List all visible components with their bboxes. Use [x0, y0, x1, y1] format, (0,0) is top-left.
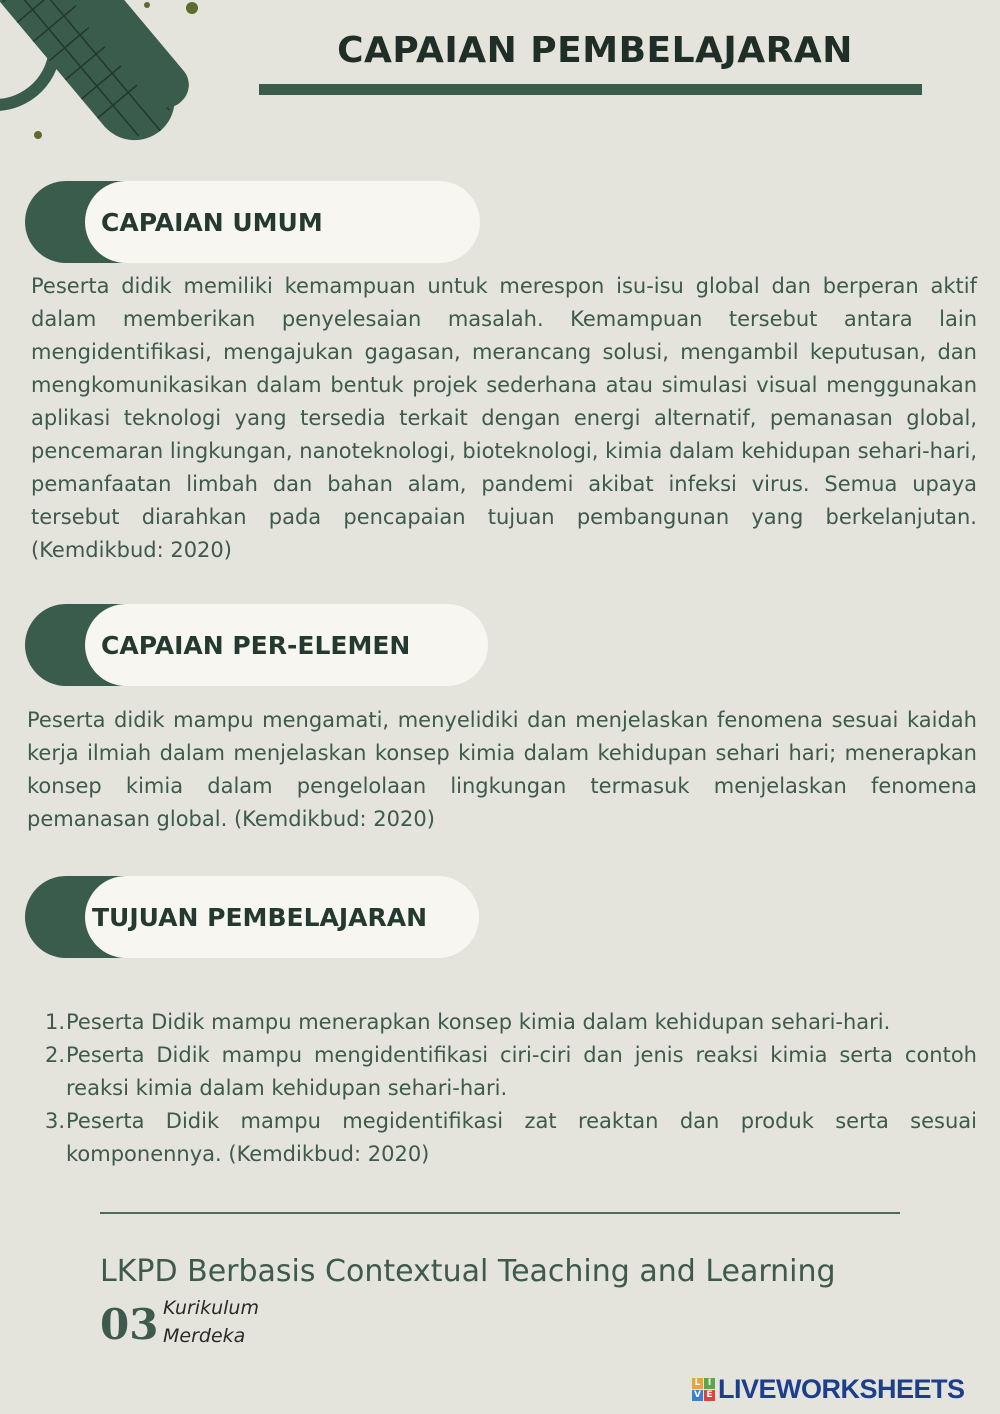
- footer-title: LKPD Berbasis Contextual Teaching and Learning: [100, 1254, 836, 1289]
- page-title: CAPAIAN PEMBELAJARAN: [337, 30, 853, 71]
- list-item: [40, 1039, 977, 1105]
- page-number: 03: [100, 1300, 159, 1349]
- logo-letter: E: [704, 1390, 715, 1401]
- brand-name: LIVEWORKSHEETS: [718, 1373, 965, 1404]
- list-item-text: Peserta Didik mampu megidentifikasi zat reaktan dan produk serta sesuai komponennya. (Kemdikbud: 2020): [66, 1109, 977, 1166]
- logo-letter: V: [692, 1390, 703, 1401]
- section-header-capaian-umum: [25, 181, 480, 263]
- logo-letter: I: [704, 1378, 715, 1389]
- learning-goals-list: [40, 1006, 977, 1171]
- decorative-dot: [186, 2, 198, 14]
- decorative-dot: [144, 2, 150, 8]
- footer-subtitle-line1: Kurikulum: [163, 1297, 259, 1319]
- decorative-capsule-grid: [0, 0, 198, 156]
- liveworksheets-brand[interactable]: [692, 1374, 965, 1404]
- capaian-umum-text: Peserta didik memiliki kemampuan untuk merespon isu-isu global dan berperan aktif dalam memberikan penyelesaian masalah. Kemampuan tersebut antara lain mengidentifikasi, mengajukan gagasan, merancang solusi, mengambil keputusan, dan mengkomunikasikan dalam bentuk projek sederhana atau simulasi visual menggunakan aplikasi teknologi yang tersedia terkait dengan energi alternatif, pemanasan global, pencemaran lingkungan, nanoteknologi, bioteknologi, kimia dalam kehidupan sehari-hari, pemanfaatan limbah dan bahan alam, pandemi akibat infeksi virus. Semua upaya tersebut diarahkan pada pencapaian tujuan pembangunan yang berkelanjutan. (Kemdikbud: 2020): [31, 274, 977, 562]
- section-heading: CAPAIAN PER-ELEMEN: [101, 630, 411, 660]
- list-item-text: Peserta Didik mampu menerapkan konsep kimia dalam kehidupan sehari-hari.: [66, 1010, 891, 1034]
- decorative-dot: [34, 131, 42, 139]
- corner-decoration: [0, 0, 220, 180]
- liveworksheets-logo-icon: [692, 1378, 715, 1401]
- list-item-number: 2.: [45, 1043, 66, 1067]
- list-item-number: 3.: [45, 1109, 66, 1133]
- capaian-per-elemen-text: Peserta didik mampu mengamati, menyelidiki dan menjelaskan fenomena sesuai kaidah kerja ilmiah dalam menjelaskan konsep kimia dalam kehidupan sehari hari; menerapkan konsep kimia dalam pengelolaan lingkungan termasuk menjelaskan fenomena pemanasan global. (Kemdikbud: 2020): [27, 708, 977, 831]
- list-item: [40, 1006, 977, 1039]
- title-underline: [259, 84, 922, 95]
- footer-subtitle-line2: Merdeka: [163, 1325, 246, 1347]
- section-header-tujuan-pembelajaran: [25, 876, 479, 958]
- footer-divider: [100, 1212, 900, 1214]
- logo-letter: L: [692, 1378, 703, 1389]
- list-item-number: 1.: [45, 1010, 66, 1034]
- section-heading: CAPAIAN UMUM: [101, 207, 323, 237]
- section-header-capaian-per-elemen: [25, 604, 488, 686]
- section-heading: TUJUAN PEMBELAJARAN: [92, 902, 428, 932]
- list-item-text: Peserta Didik mampu mengidentifikasi ciri-ciri dan jenis reaksi kimia serta contoh reaksi kimia dalam kehidupan sehari-hari.: [66, 1043, 977, 1100]
- list-item: [40, 1105, 977, 1171]
